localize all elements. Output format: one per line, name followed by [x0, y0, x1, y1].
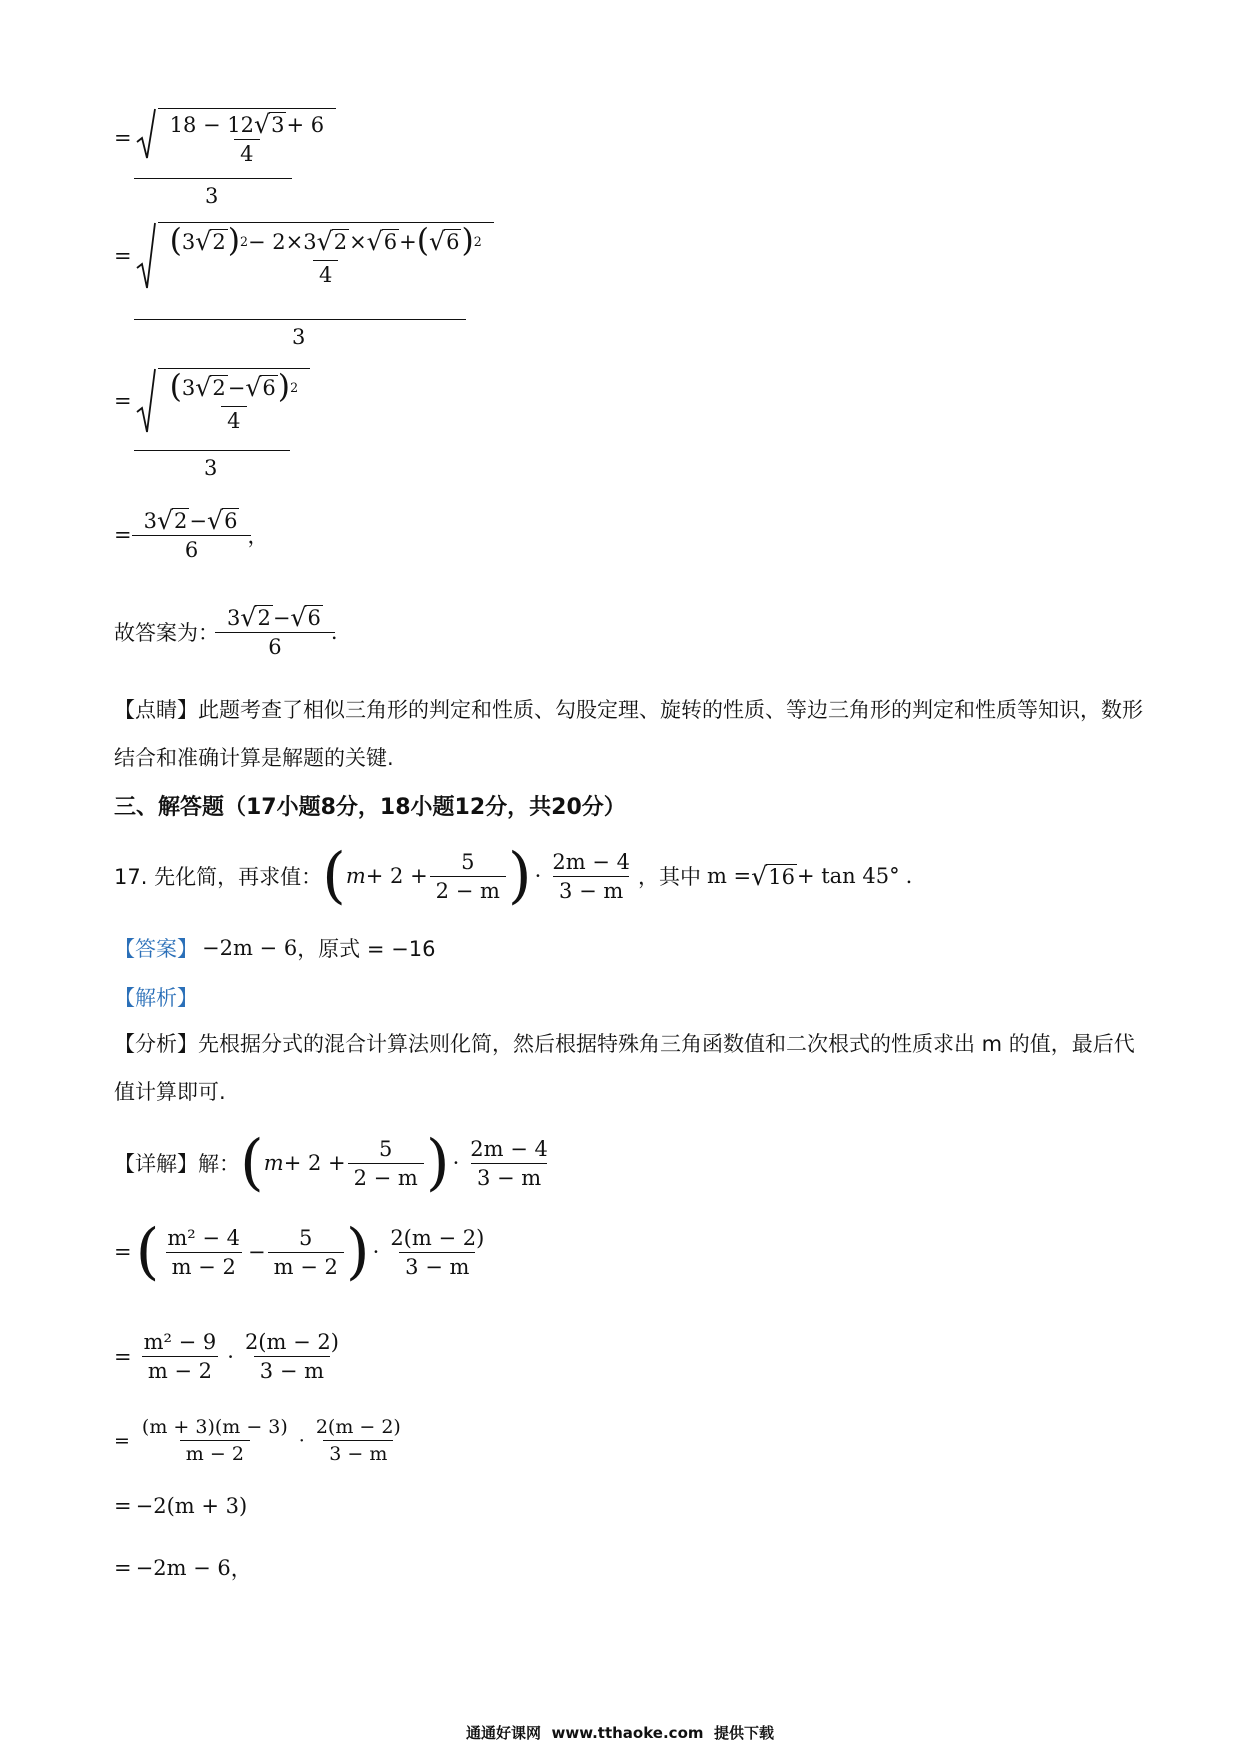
radical-sign-icon: √	[366, 227, 383, 257]
radical-sign-icon: √	[316, 227, 333, 257]
detail-line-6: = −2m − 6 ，	[114, 1556, 252, 1581]
fraction: 3 √ 2 − √ 6 6	[221, 605, 329, 659]
detail-line-4: = $\frac{(m + 3)(m - 3)}{m - 2}$ · $\frac{2(m - 2)}{3 - m}$	[114, 1416, 401, 1465]
section-heading: 三、解答题（17小题8分，18小题12分，共20分）	[114, 795, 626, 820]
comment-paragraph	[114, 686, 1144, 782]
radical-sign-icon: √	[254, 110, 271, 139]
radical-sign-icon: √	[245, 373, 262, 403]
radical-sign-icon: √	[195, 227, 212, 257]
page-footer: 通通好课网 www.tthaoke.com 提供下载	[466, 1724, 774, 1742]
detail-line-5: = −2(m + 3)	[114, 1494, 248, 1518]
detail-line-2: = ( $\frac{\text{m² − 4}}{m - 2}$ − $\frac{5}{m - 2}$ ) · $\frac{2(m - 2)}{3 - m}$	[114, 1216, 485, 1287]
detail-line-1: 【详解】解： ( m + 2 + $\frac{5}{2 - m}$ ) · $\frac{2m - 4}{3 - m}$	[114, 1127, 548, 1198]
sqrt-3: √ 3	[254, 110, 285, 139]
analysis-paragraph	[114, 1020, 1144, 1116]
comment-tag: 【点睛】	[114, 698, 198, 722]
radical-sign-icon: √	[429, 227, 446, 257]
analysis-text: 先根据分式的混合计算法则化简，然后根据特殊角三角函数值和二次根式的性质求出 m 的值，最后代值计算即可.	[114, 1032, 1135, 1104]
nested-fraction: ( 3 √ 2 − √ 6 ) 2 4	[158, 368, 310, 435]
equals-sign: =	[114, 126, 132, 151]
detail-line-3: = $\frac{\text{m² − 9}}{m - 2}$ · $\frac{2(m - 2)}{3 - m}$	[114, 1330, 339, 1383]
step-2-denominator: 3	[292, 325, 306, 349]
step-2	[114, 222, 496, 290]
fraction: 3 √ 2 − √ 6 6	[138, 508, 246, 562]
step-2-denominator-line	[134, 319, 466, 320]
step-1-denominator: 3	[205, 184, 219, 208]
radical-sign-icon	[136, 222, 156, 290]
equals-sign: =	[114, 244, 132, 268]
analysis-tag: 【解析】	[114, 986, 198, 1010]
radical-sign-icon: √	[240, 603, 257, 632]
equals-sign: =	[114, 523, 132, 548]
detail-tag: 【详解】解：	[114, 1152, 240, 1177]
radical-sign-icon: √	[290, 603, 307, 632]
step-3	[114, 368, 312, 435]
comment-text: 此题考查了相似三角形的判定和性质、勾股定理、旋转的性质、等边三角形的判定和性质等知识，数形结合和准确计算是解题的关键.	[114, 698, 1143, 770]
nested-fraction: 18 − 12 √ 3 + 6 4	[158, 108, 336, 168]
step-1	[114, 108, 338, 168]
final-answer-line: 故答案为： 3 √ 2 − √ 6 6 .	[114, 603, 338, 660]
radical-sign-icon	[136, 108, 156, 160]
step-3-denominator-line	[134, 450, 290, 451]
nested-fraction: ( 3 √ 2 ) 2 − 2×3 √ 2 × √ 6 + ( √ 6 ) 2 4	[158, 222, 494, 290]
answer-label: 故答案为：	[114, 621, 219, 646]
question-17: 17. 先化简，再求值： ( m + 2 + $\frac{5}{2 - m}$ ) · $\frac{2m - 4}{3 - m}$ ，其中 m = √ 16 + tan 45° .	[114, 840, 913, 911]
radical-sign-icon: √	[195, 373, 212, 403]
equals-sign: =	[114, 389, 132, 414]
radical-sign-icon: √	[207, 506, 224, 535]
big-radical	[136, 368, 312, 435]
analysis-tag-label: 【分析】	[114, 1032, 198, 1056]
answer-tag: 【答案】	[114, 937, 198, 961]
big-radical	[136, 108, 338, 168]
radical-sign-icon: √	[751, 861, 768, 891]
radical-sign-icon	[136, 368, 156, 434]
answer-row: 【答案】 −2m − 6 ，原式 = −16	[114, 933, 435, 963]
step-1-denominator-line	[134, 178, 292, 179]
step-4: = 3 √ 2 − √ 6 6 ，	[114, 506, 269, 563]
question-prefix: 17. 先化简，再求值：	[114, 865, 323, 890]
big-radical	[136, 222, 496, 290]
radical-sign-icon: √	[156, 506, 174, 535]
step-3-denominator: 3	[204, 456, 218, 480]
